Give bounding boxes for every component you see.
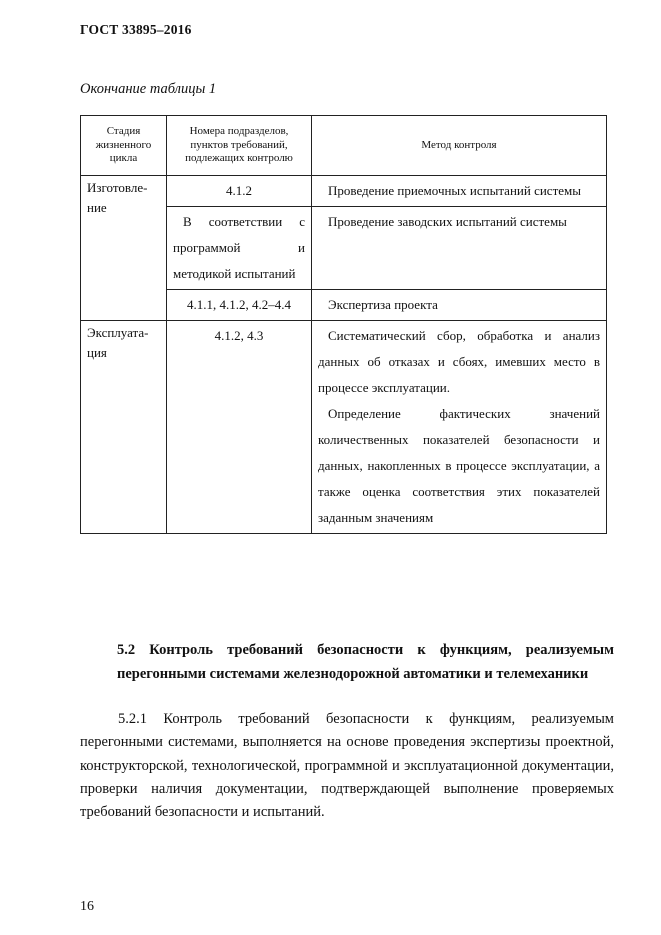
items-cell: 4.1.2	[167, 176, 312, 207]
method-text: Проведение заводских испытаний системы	[328, 214, 567, 229]
column-header-items: Номера подразделов, пунктов требований, подлежащих контролю	[167, 116, 312, 176]
method-text: Определение фактических значений количественных показателей безопасности и данных, накопленных в процессе эксплуатации, а также оценка соответствия этих показателей заданным значениям	[318, 406, 600, 525]
method-cell	[312, 290, 607, 321]
column-header-method: Метод контроля	[312, 116, 607, 176]
items-cell: 4.1.2, 4.3	[167, 321, 312, 534]
stage-cell: Изготовле-ние	[81, 176, 167, 321]
items-cell: 4.1.1, 4.1.2, 4.2–4.4	[167, 290, 312, 321]
table-caption: Окончание таблицы 1	[80, 81, 217, 97]
method-cell	[312, 176, 607, 207]
section-paragraph: 5.2.1 Контроль требований безопасности к функциям, реализуемым перегонными системами, выполняется на основе проведения экспертизы проектной, конструкторской, технологической, программной и эксплуатационной документации, проверки наличия документации, подтверждающей выполнение проверяемых требований безопасности и испытаний.	[80, 711, 614, 821]
table-row	[81, 321, 607, 534]
method-cell	[312, 321, 607, 534]
control-methods-table	[80, 115, 607, 534]
page-number: 16	[80, 899, 94, 914]
items-cell: В соответствии с программой и методикой испытаний	[167, 207, 312, 290]
stage-cell: Эксплуата-ция	[81, 321, 167, 534]
section-heading: 5.2 Контроль требований безопасности к функциям, реализуемым перегонными системами железнодорожной автоматики и телемеханики	[117, 642, 614, 682]
column-header-stage: Стадия жизненного цикла	[81, 116, 167, 176]
table-row	[81, 176, 607, 207]
method-text: Экспертиза проекта	[328, 297, 438, 312]
method-text: Проведение приемочных испытаний системы	[328, 183, 581, 198]
document-header: ГОСТ 33895–2016	[80, 22, 192, 37]
table-header-row	[81, 116, 607, 176]
method-cell	[312, 207, 607, 290]
method-text: Систематический сбор, обработка и анализ данных об отказах и сбоях, имевших место в процессе эксплуатации.	[318, 328, 600, 395]
